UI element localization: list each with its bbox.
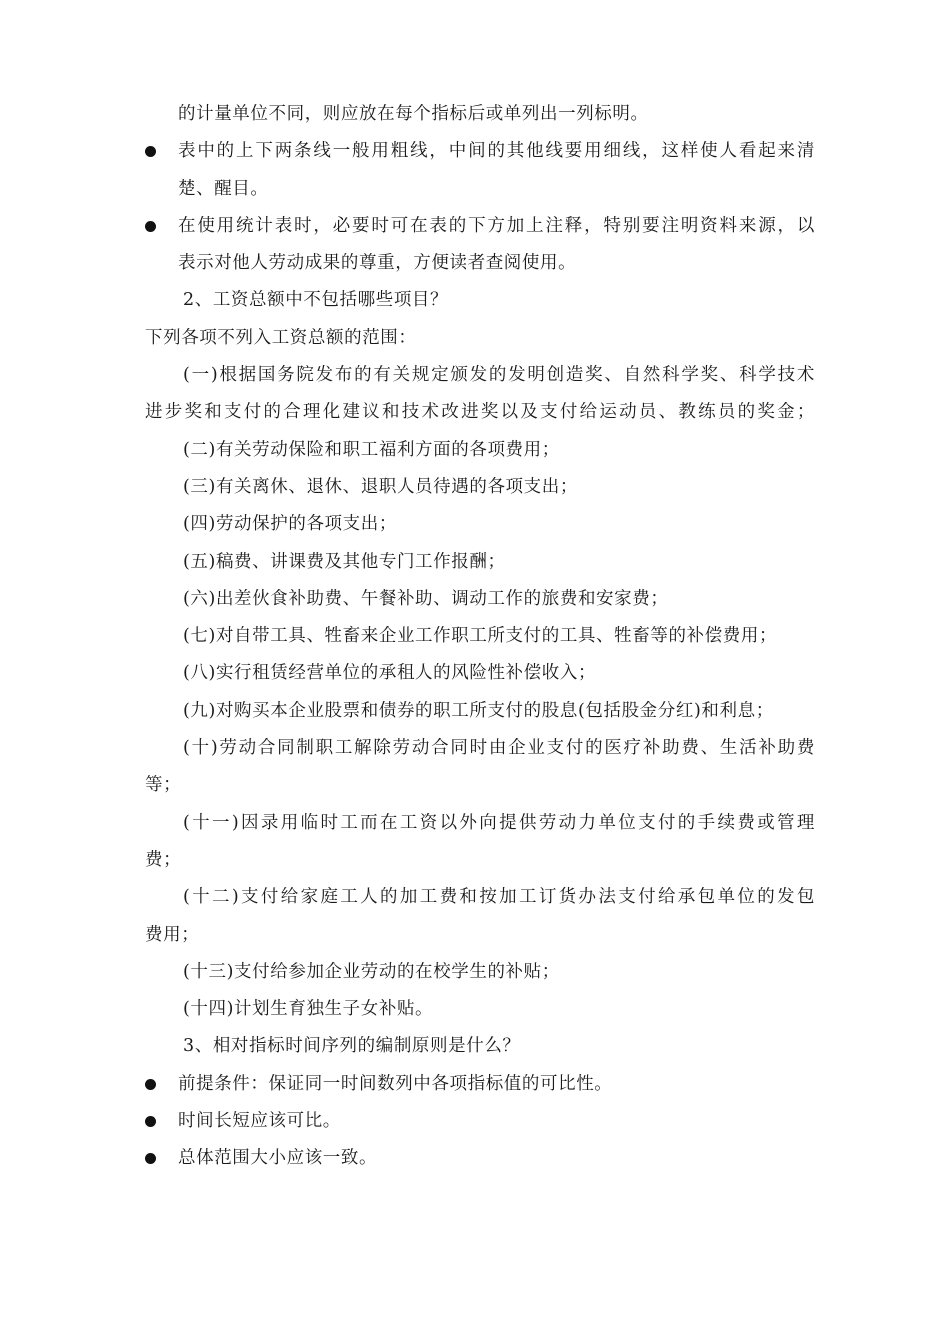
text-line: 楚、醒目。 [178,178,269,199]
text-line: (三)有关离休、退休、退职人员待遇的各项支出； [183,476,578,497]
text-line: 表示对他人劳动成果的尊重，方便读者查阅使用。 [178,253,577,274]
bullet-icon [145,1116,156,1127]
bullet-icon [145,1153,156,1164]
text-line: (五)稿费、讲课费及其他专门工作报酬； [183,551,506,572]
text-line: (十四)计划生育独生子女补贴。 [183,999,434,1020]
text-line: 费； [145,849,182,870]
text-line: 前提条件：保证同一时间数列中各项指标值的可比性。 [178,1073,613,1094]
text-line: 等； [145,775,182,796]
section-heading: 2、工资总额中不包括哪些项目？ [183,290,449,311]
text-line: 时间长短应该可比。 [178,1111,341,1132]
document-page [145,96,815,1178]
text-line: (七)对自带工具、牲畜来企业工作职工所支付的工具、牲畜等的补偿费用； [183,626,778,647]
text-line: 表中的上下两条线一般用粗线，中间的其他线要用细线，这样使人看起来清 [178,141,815,162]
bullet-item [145,1066,815,1103]
text-line: (四)劳动保护的各项支出； [183,514,397,535]
text-line [145,357,815,394]
text-line: (八)实行租赁经营单位的承租人的风险性补偿收入； [183,663,597,684]
text-line: 总体范围大小应该一致。 [178,1148,378,1169]
text-line: (六)出差伙食补助费、午餐补助、调动工作的旅费和安家费； [183,588,669,609]
text-line [145,394,815,431]
text-line-content: (十)劳动合同制职工解除劳动合同时由企业支付的医疗补助费、生活补助费 [183,738,815,759]
text-line: 下列各项不列入工资总额的范围： [145,327,417,348]
text-line [145,805,815,842]
text-line [145,730,815,767]
text-line-content: (一)根据国务院发布的有关规定颁发的发明创造奖、自然科学奖、科学技术 [183,365,815,386]
bullet-item [145,208,815,245]
bullet-icon [145,1079,156,1090]
text-line: (二)有关劳动保险和职工福利方面的各项费用； [183,439,560,460]
text-line: 费用； [145,924,200,945]
text-line: 的计量单位不同，则应放在每个指标后或单列出一列标明。 [178,104,649,124]
text-line-content: (十二)支付给家庭工人的加工费和按加工订货办法支付给承包单位的发包 [183,887,815,908]
bullet-item [145,1103,815,1140]
bullet-icon [145,146,156,157]
section-heading: 3、相对指标时间序列的编制原则是什么？ [183,1036,521,1057]
text-line [145,879,815,916]
text-line: 在使用统计表时，必要时可在表的下方加上注释，特别要注明资料来源，以 [178,215,815,236]
bullet-icon [145,221,156,232]
text-line: (十三)支付给参加企业劳动的在校学生的补贴； [183,961,560,982]
text-line-content: 进步奖和支付的合理化建议和技术改进奖以及支付给运动员、教练员的奖金； [145,402,815,423]
text-line: (九)对购买本企业股票和债券的职工所支付的股息(包括股金分红)和利息； [183,700,774,721]
bullet-item [145,1140,815,1177]
text-line-content: (十一)因录用临时工而在工资以外向提供劳动力单位支付的手续费或管理 [183,812,815,833]
bullet-item [145,133,815,170]
